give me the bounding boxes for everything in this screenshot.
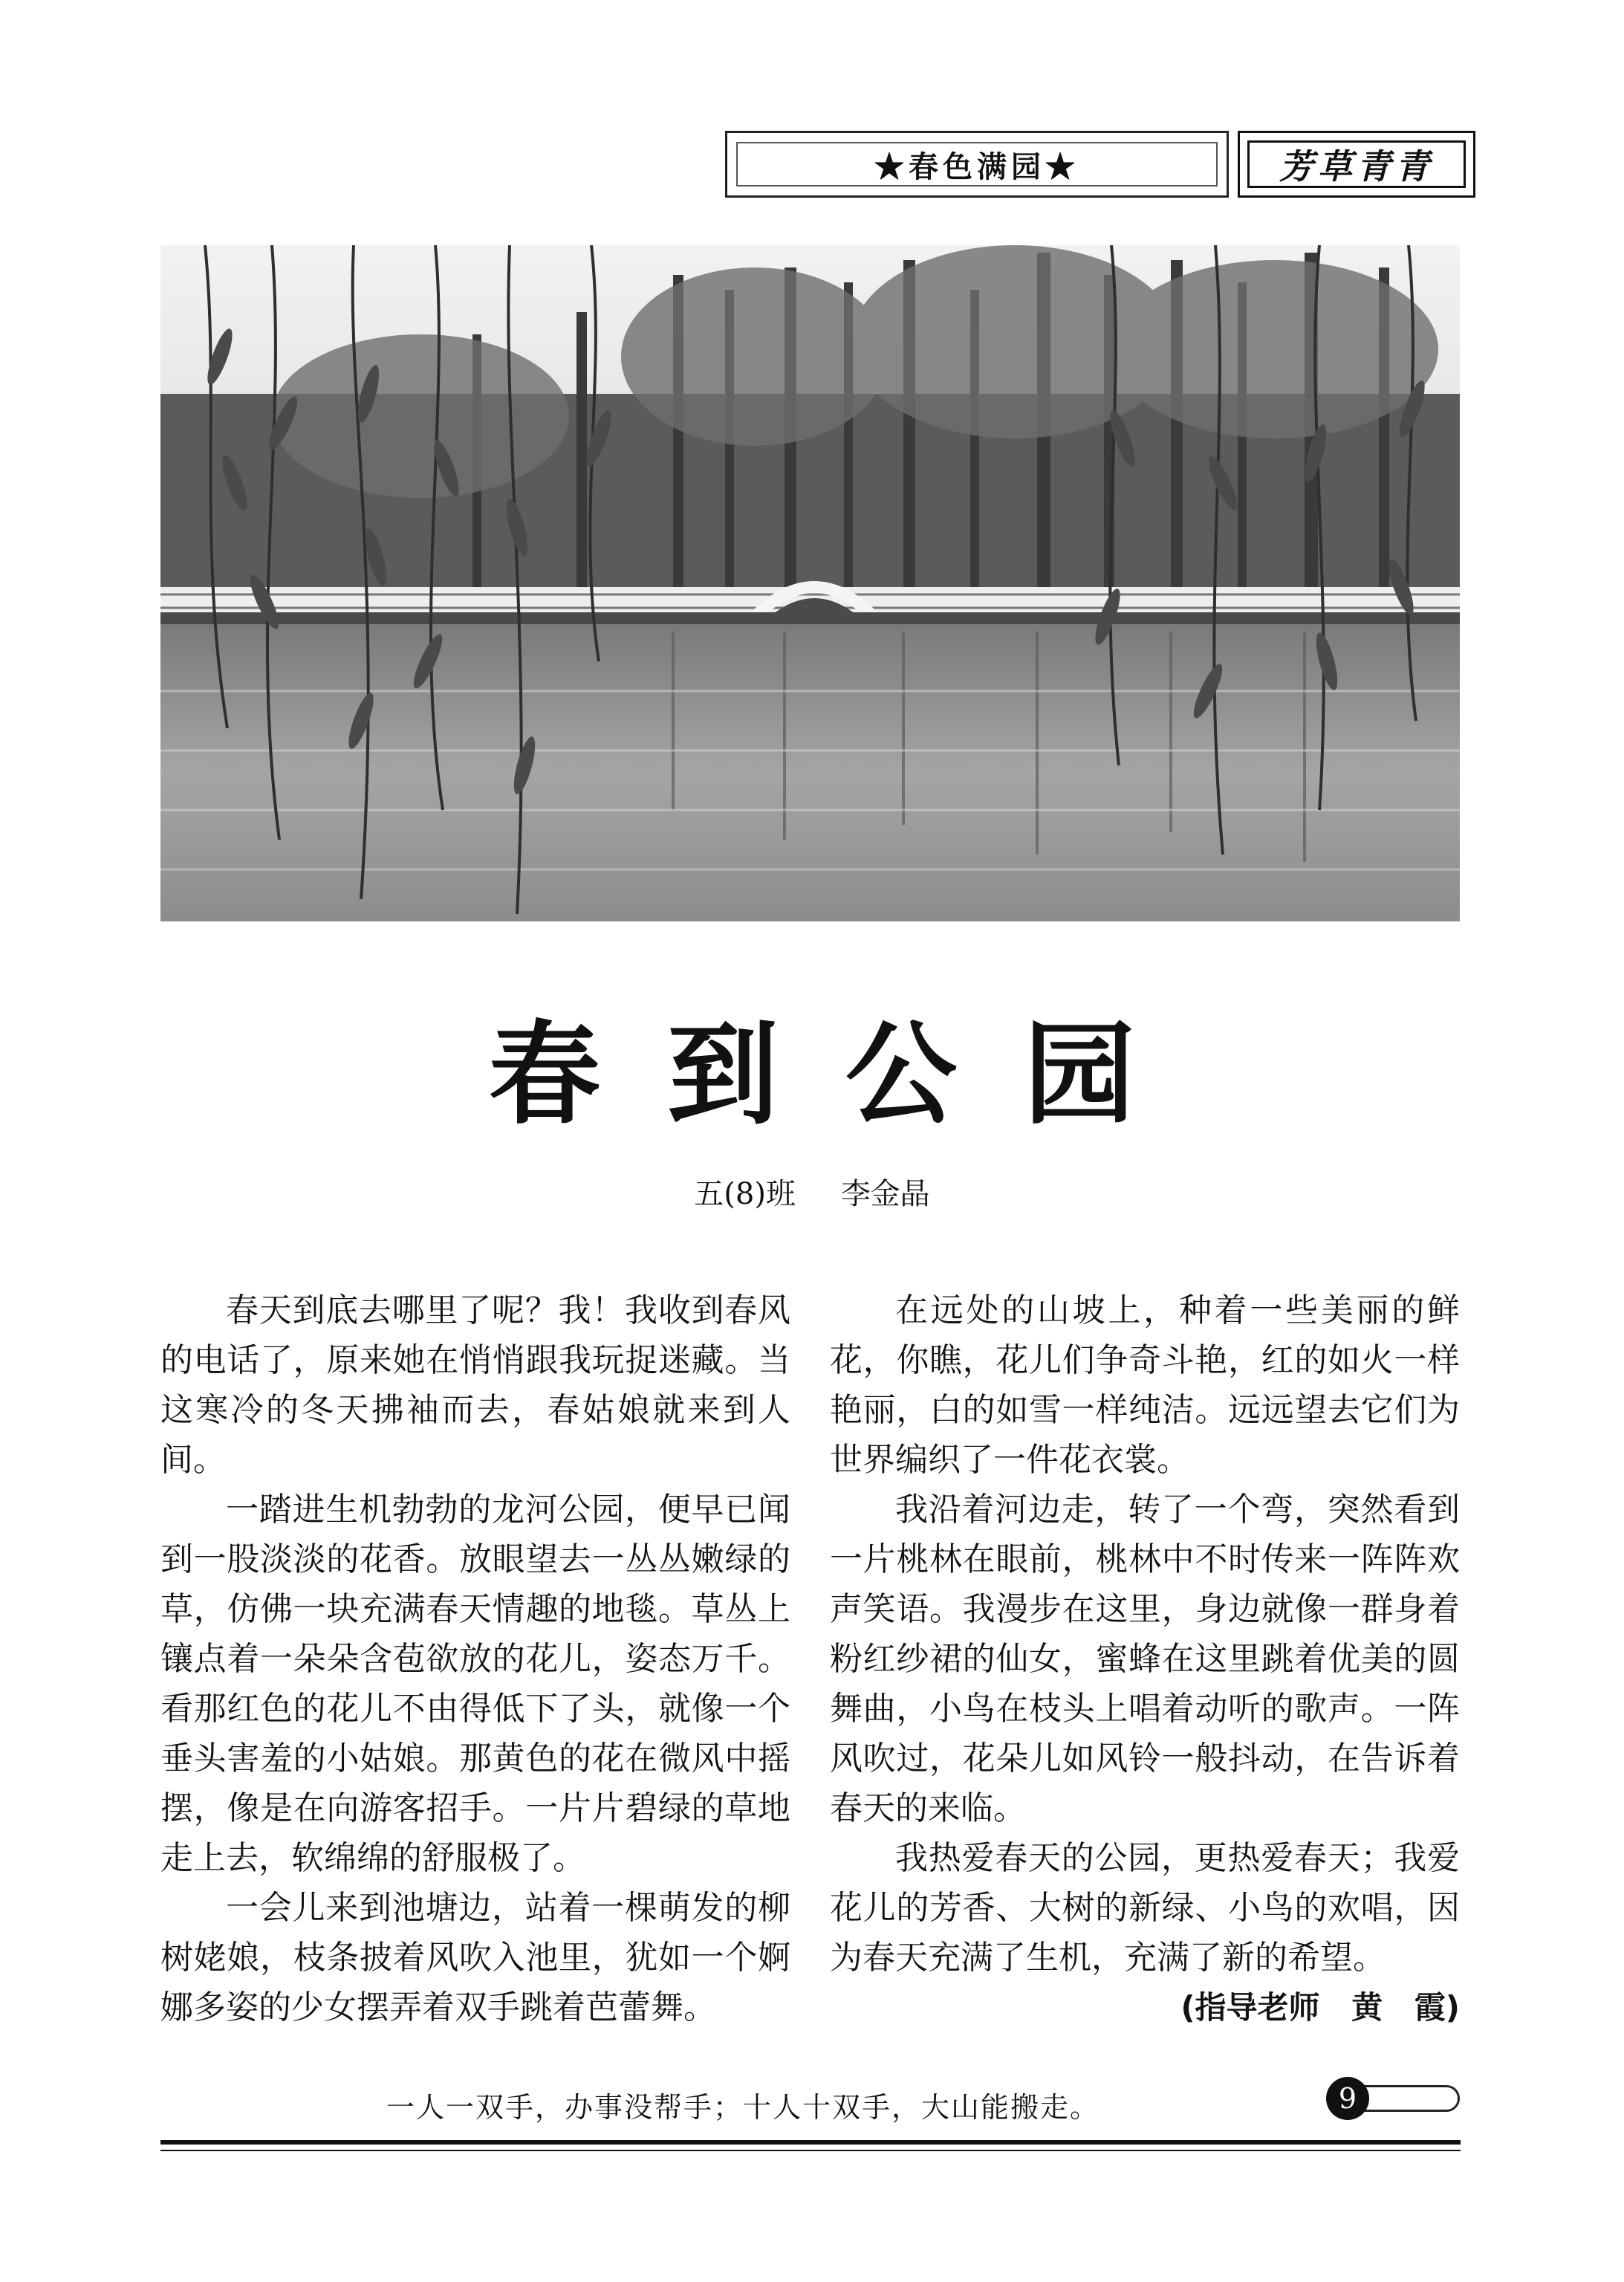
right-column: [830, 1286, 1460, 2032]
paragraph: 春天到底去哪里了呢？我！我收到春风的电话了，原来她在悄悄跟我玩捉迷藏。当这寒冷的冬天拂袖而去，春姑娘就来到人间。: [160, 1291, 790, 1479]
paragraph: 我沿着河边走，转了一个弯，突然看到一片桃林在眼前，桃林中不时传来一阵阵欢声笑语。我漫步在这里，身边就像一群身着粉红纱裙的仙女，蜜蜂在这里跳着优美的圆舞曲，小鸟在枝头上唱着动听的歌声。一阵风吹过，花朵儿如风铃一般抖动，在告诉着春天的来临。: [830, 1491, 1460, 1827]
park-lake-photo: [160, 245, 1460, 921]
paragraph: 我热爱春天的公园，更热爱春天；我爱花儿的芳香、大树的新绿、小鸟的欢唱，因为春天充满了生机，充满了新的希望。: [830, 1839, 1460, 1977]
article-title: 春到公园: [488, 1009, 1202, 1140]
teacher-credit: [830, 1983, 1460, 2032]
section-label: ★春色满园★: [736, 142, 1218, 187]
paragraph: 一会儿来到池塘边，站着一棵萌发的柳树姥娘，枝条披着风吹入池里，犹如一个婀娜多姿的少女摆弄着双手跳着芭蕾舞。: [160, 1889, 790, 2026]
paragraph: 一踏进生机勃勃的龙河公园，便早已闻到一股淡淡的花香。放眼望去一丛丛嫩绿的草，仿佛一块充满春天情趣的地毯。草丛上镶点着一朵朵含苞欲放的花儿，姿态万千。看那红色的花儿不由得低下了头，就像一个垂头害羞的小姑娘。那黄色的花在微风中摇摆，像是在向游客招手。一片片碧绿的草地走上去，软绵绵的舒服极了。: [160, 1491, 790, 1877]
paragraph: 在远处的山坡上，种着一些美丽的鲜花，你瞧，花儿们争奇斗艳，红的如火一样艳丽，白的如雪一样纯洁。远远望去它们为世界编织了一件花衣裳。: [830, 1291, 1460, 1479]
author-class: 五(8)班: [694, 1177, 796, 1211]
page-number-badge: [1326, 2077, 1460, 2120]
author-name: 李金晶: [840, 1177, 930, 1211]
footer-rule-thin: [160, 2150, 1461, 2151]
teacher-label: (指导老师: [1180, 1989, 1320, 2026]
column-label-box: [1238, 131, 1475, 198]
column-label: 芳草青青: [1247, 140, 1466, 188]
footer-proverb: 一人一双手，办事没帮手；十人十双手，大山能搬走。: [386, 2091, 1100, 2124]
teacher-surname: 黄: [1351, 1989, 1383, 2026]
section-label-box: [725, 131, 1229, 198]
byline: [0, 1170, 1624, 1213]
footer-rule-thick: [160, 2140, 1461, 2145]
teacher-given-name: 霞): [1414, 1989, 1460, 2026]
left-column: [160, 1286, 790, 2032]
page-number: 9: [1326, 2077, 1369, 2120]
